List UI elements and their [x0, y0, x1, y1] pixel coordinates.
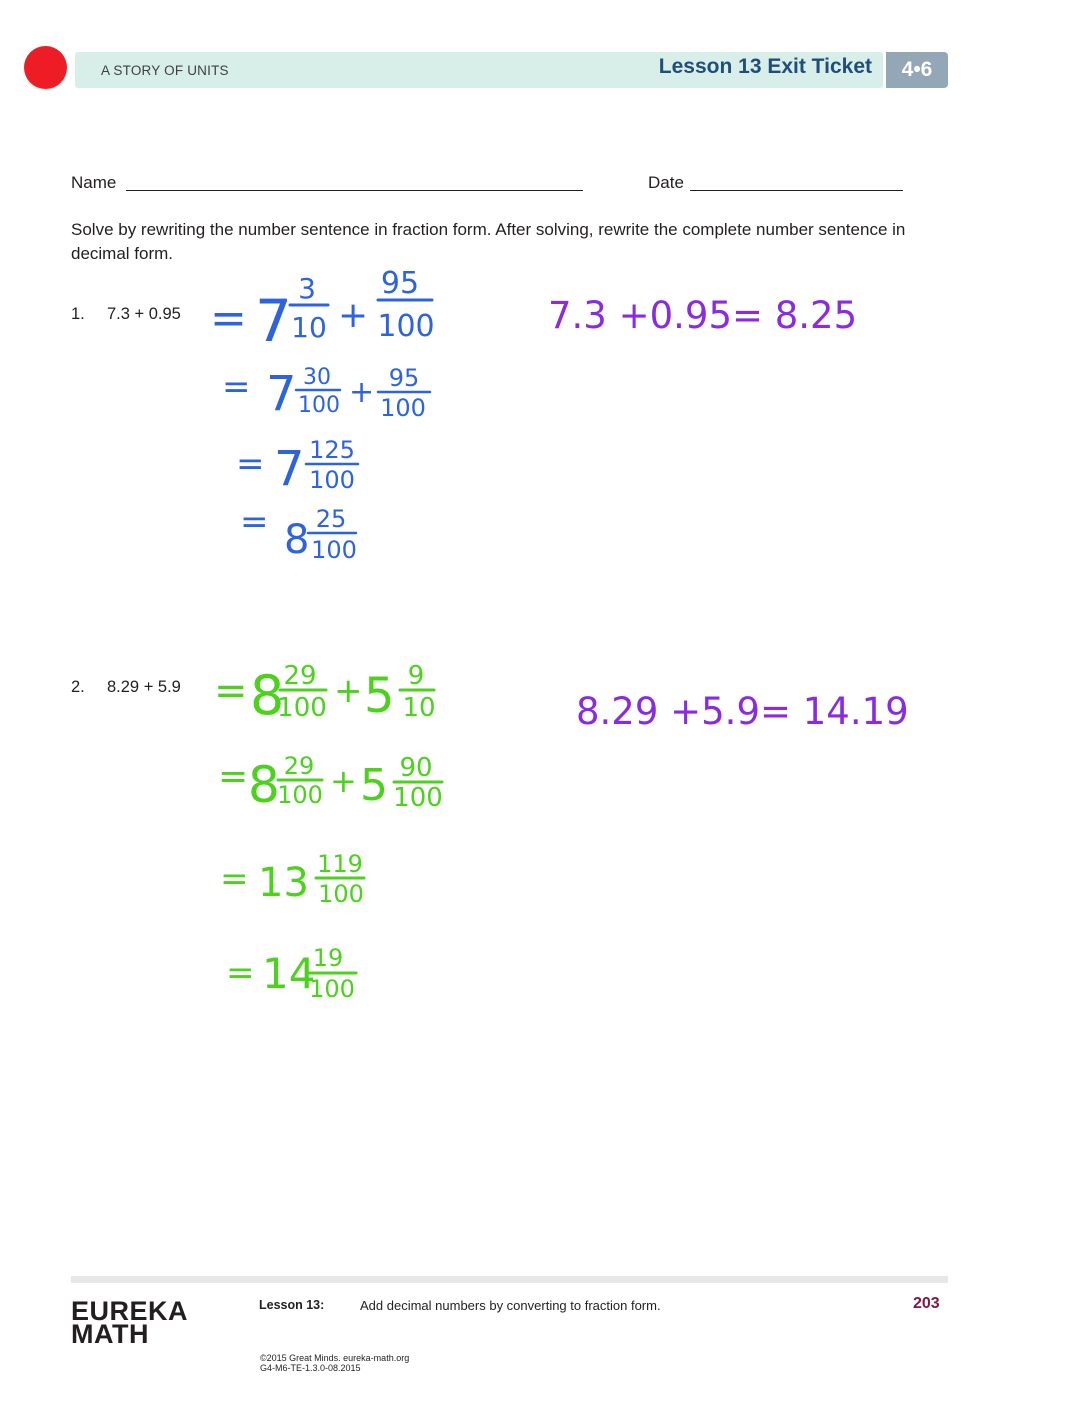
- p1-l2-num2: 95: [388, 364, 420, 392]
- p1-l3-den: 100: [309, 466, 355, 494]
- p2-l2-eq: =: [218, 756, 249, 797]
- copyright: [260, 1353, 409, 1373]
- problem-1-answer: 7.3 +0.95= 8.25: [548, 294, 858, 337]
- p2-l1-den2: 10: [402, 693, 436, 723]
- eureka-math-logo: [71, 1296, 189, 1349]
- p1-l3-whole: 7: [274, 441, 305, 497]
- p2-l3-num: 119: [317, 850, 363, 878]
- copyright-text: ©2015 Great Minds. eureka-math.org: [260, 1353, 410, 1363]
- p2-l2-op: +: [330, 762, 357, 800]
- p2-l1-whole: 8: [250, 664, 285, 727]
- p2-l1-num: 29: [283, 661, 317, 691]
- p2-l2-den: 100: [277, 781, 323, 809]
- footer-rule: [71, 1276, 948, 1283]
- p1-line-3: [236, 436, 358, 497]
- logo-line-2: MATH: [71, 1319, 149, 1349]
- p1-l3-eq: =: [236, 444, 265, 484]
- page-number: 203: [913, 1295, 940, 1312]
- p1-l1-den: 10: [291, 311, 327, 344]
- p2-l4-num: 19: [312, 944, 344, 972]
- p2-l4-whole: 14: [262, 949, 316, 998]
- problem-2-expression: 8.29 + 5.9: [107, 678, 181, 696]
- p1-l2-op: +: [349, 375, 375, 410]
- date-label: Date: [648, 173, 684, 192]
- p2-l2-num2: 90: [399, 753, 433, 783]
- p1-line-4: [240, 502, 357, 564]
- p2-l3-eq: =: [220, 859, 249, 899]
- p1-l2-whole: 7: [266, 366, 297, 422]
- lesson-title: Lesson 13 Exit Ticket: [658, 55, 872, 78]
- problem-1-number: 1.: [71, 305, 85, 323]
- p2-l1-whole2: 5: [364, 668, 395, 724]
- p1-l4-whole: 8: [284, 517, 310, 563]
- p2-line-1: [214, 661, 436, 727]
- p1-l1-num: 3: [298, 272, 316, 305]
- p2-l4-den: 100: [309, 975, 355, 1003]
- p1-line-1: [210, 266, 435, 355]
- p1-l1-eq: =: [210, 293, 247, 344]
- p2-l4-eq: =: [226, 953, 255, 993]
- p2-l1-den: 100: [277, 693, 327, 723]
- problem-2-number: 2.: [71, 678, 85, 696]
- p2-l3-den: 100: [318, 880, 364, 908]
- p2-l1-op: +: [334, 671, 363, 711]
- footer-lesson-description: Add decimal numbers by converting to fraction form.: [360, 1298, 661, 1313]
- problem-1-work: [210, 266, 435, 564]
- p2-l3-whole: 13: [258, 860, 309, 906]
- document-code: G4-M6-TE-1.3.0-08.2015: [260, 1363, 361, 1373]
- p1-l2-den: 100: [298, 393, 340, 418]
- name-label: Name: [71, 173, 117, 192]
- instructions: Solve by rewriting the number sentence in fraction form. After solving, rewrite the complete number sentence in decimal form.: [71, 220, 906, 263]
- p2-l2-whole2: 5: [360, 760, 388, 811]
- p1-l4-den: 100: [311, 536, 357, 564]
- p1-l4-eq: =: [240, 502, 269, 542]
- problem-1-expression: 7.3 + 0.95: [107, 305, 181, 323]
- p2-l1-num2: 9: [407, 661, 425, 691]
- problem-2-answer: 8.29 +5.9= 14.19: [576, 690, 909, 733]
- p1-line-2: [222, 364, 430, 422]
- p1-l2-eq: =: [222, 367, 251, 407]
- p1-l1-op: +: [338, 295, 369, 336]
- p2-line-2: [218, 752, 443, 814]
- footer-lesson-label: Lesson 13:: [259, 1298, 325, 1312]
- grade-module-tab: 4•6: [886, 52, 948, 88]
- p1-l1-whole: 7: [255, 287, 292, 355]
- p1-l4-num: 25: [315, 505, 347, 533]
- p2-l2-num: 29: [283, 752, 315, 780]
- p1-l2-num: 30: [303, 365, 331, 390]
- problem-2-work: [214, 661, 443, 1003]
- p2-l2-den2: 100: [393, 783, 443, 813]
- logo-line-1: EUREKA: [71, 1296, 189, 1326]
- series-title: A STORY OF UNITS: [101, 63, 229, 78]
- p2-l2-whole: 8: [248, 756, 280, 814]
- p2-line-3: [220, 850, 364, 908]
- p2-l1-eq: =: [214, 668, 248, 714]
- p1-l1-num2: 95: [380, 266, 420, 301]
- p1-l1-den2: 100: [377, 309, 435, 344]
- p2-line-4: [226, 944, 356, 1003]
- p1-l3-num: 125: [309, 436, 355, 464]
- p1-l2-den2: 100: [380, 394, 426, 422]
